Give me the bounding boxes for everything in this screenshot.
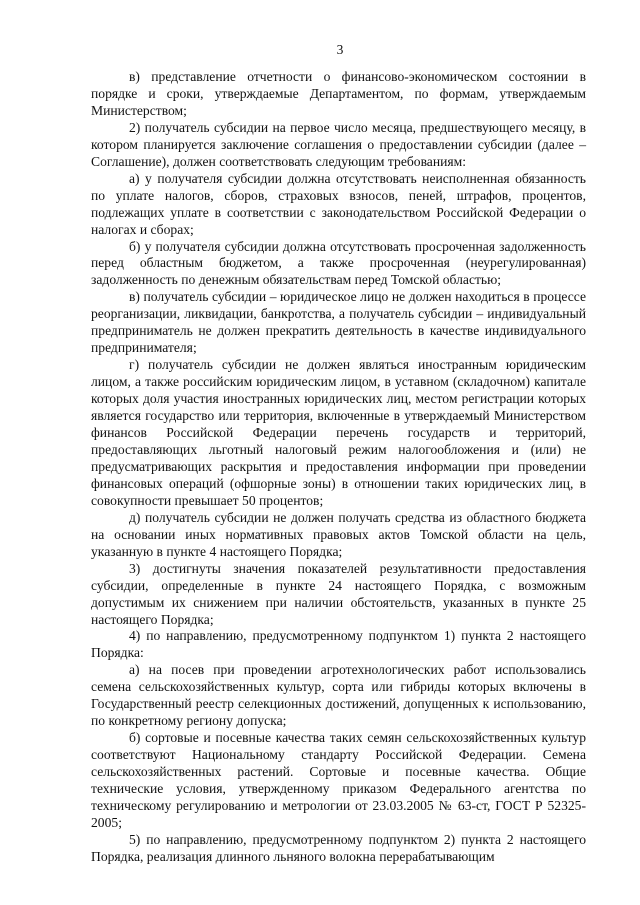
paragraph-point-5-flax-fiber: 5) по направлению, предусмотренному подпунктом 2) пункта 2 настоящего Порядка, реализация длинного льняного волокна перерабатывающим <box>91 831 586 864</box>
paragraph-item-a-tax-obligations: а) у получателя субсидии должна отсутствовать неисполненная обязанность по уплате налогов, сборов, страховых взносов, пеней, штрафов, процентов, подлежащих уплате в соответствии с законодательством Российской Федерации о налогах и сборах; <box>91 170 586 237</box>
paragraph-point-2-requirements: 2) получатель субсидии на первое число месяца, предшествующего месяцу, в котором планируется заключение соглашения о предоставлении субсидии (далее – Соглашение), должен соответствовать следующим требованиям: <box>91 119 586 169</box>
paragraph-item-d-other-funds: д) получатель субсидии не должен получать средства из областного бюджета на основании иных нормативных правовых актов Томской области на цель, указанную в пункте 4 настоящего Порядка; <box>91 509 586 559</box>
paragraph-item-b-budget-debt: б) у получателя субсидии должна отсутствовать просроченная задолженность перед областным бюджетом, а также просроченная (неурегулированная) задолженность по денежным обязательствам перед Томской областью; <box>91 238 586 288</box>
paragraph-item-v-reporting: в) представление отчетности о финансово-экономическом состоянии в порядке и сроки, утверждаемые Департаментом, по формам, утверждаемым Министерством; <box>91 69 586 118</box>
paragraph-item-b-seed-quality: б) сортовые и посевные качества таких семян сельскохозяйственных культур соответствуют Национальному стандарту Российской Федерации. Семена сельскохозяйственных растений. Сортовые и посевные качества. Общие технические условия, утвержденному приказом Федерального агентства по техническому регулированию и метрологии от 23.03.2005 № 63-ст, ГОСТ Р 52325-2005; <box>91 730 586 830</box>
paragraph-point-3-indicators: 3) достигнуты значения показателей результативности предоставления субсидии, определенные в пункте 24 настоящего Порядка, с возможным допустимым их снижением при наличии обстоятельств, указанных в пункте 25 настоящего Порядка; <box>91 560 586 627</box>
paragraph-point-4-direction: 4) по направлению, предусмотренному подпунктом 1) пункта 2 настоящего Порядка: <box>91 628 586 661</box>
page-number: 3 <box>336 42 344 57</box>
paragraph-item-v-reorganization: в) получатель субсидии – юридическое лицо не должен находиться в процессе реорганизации, ликвидации, банкротства, а получатель субсидии – индивидуальный предприниматель не должен прекратить деятельность в качестве индивидуального предпринимателя; <box>91 289 586 356</box>
paragraph-item-a-seeds-registry: а) на посев при проведении агротехнологических работ использовались семена сельскохозяйственных культур, сорта или гибриды которых включены в Государственный реестр селекционных достижений, допущенных к использованию, по конкретному региону допуска; <box>91 662 586 729</box>
paragraph-item-g-foreign-entity: г) получатель субсидии не должен являться иностранным юридическим лицом, а также российским юридическим лицом, в уставном (складочном) капитале которых доля участия иностранных юридических лиц, местом регистрации которых является государство или территория, включенные в утверждаемый Министерством финансов Российской Федерации перечень государств и территорий, предоставляющих льготный налоговый режим налогообложения и (или) не предусматривающих раскрытия и предоставления информации при проведении финансовых операций (офшорные зоны) в отношении таких юридических лиц, в совокупности превышает 50 процентов; <box>91 357 586 508</box>
document-body <box>91 69 586 866</box>
